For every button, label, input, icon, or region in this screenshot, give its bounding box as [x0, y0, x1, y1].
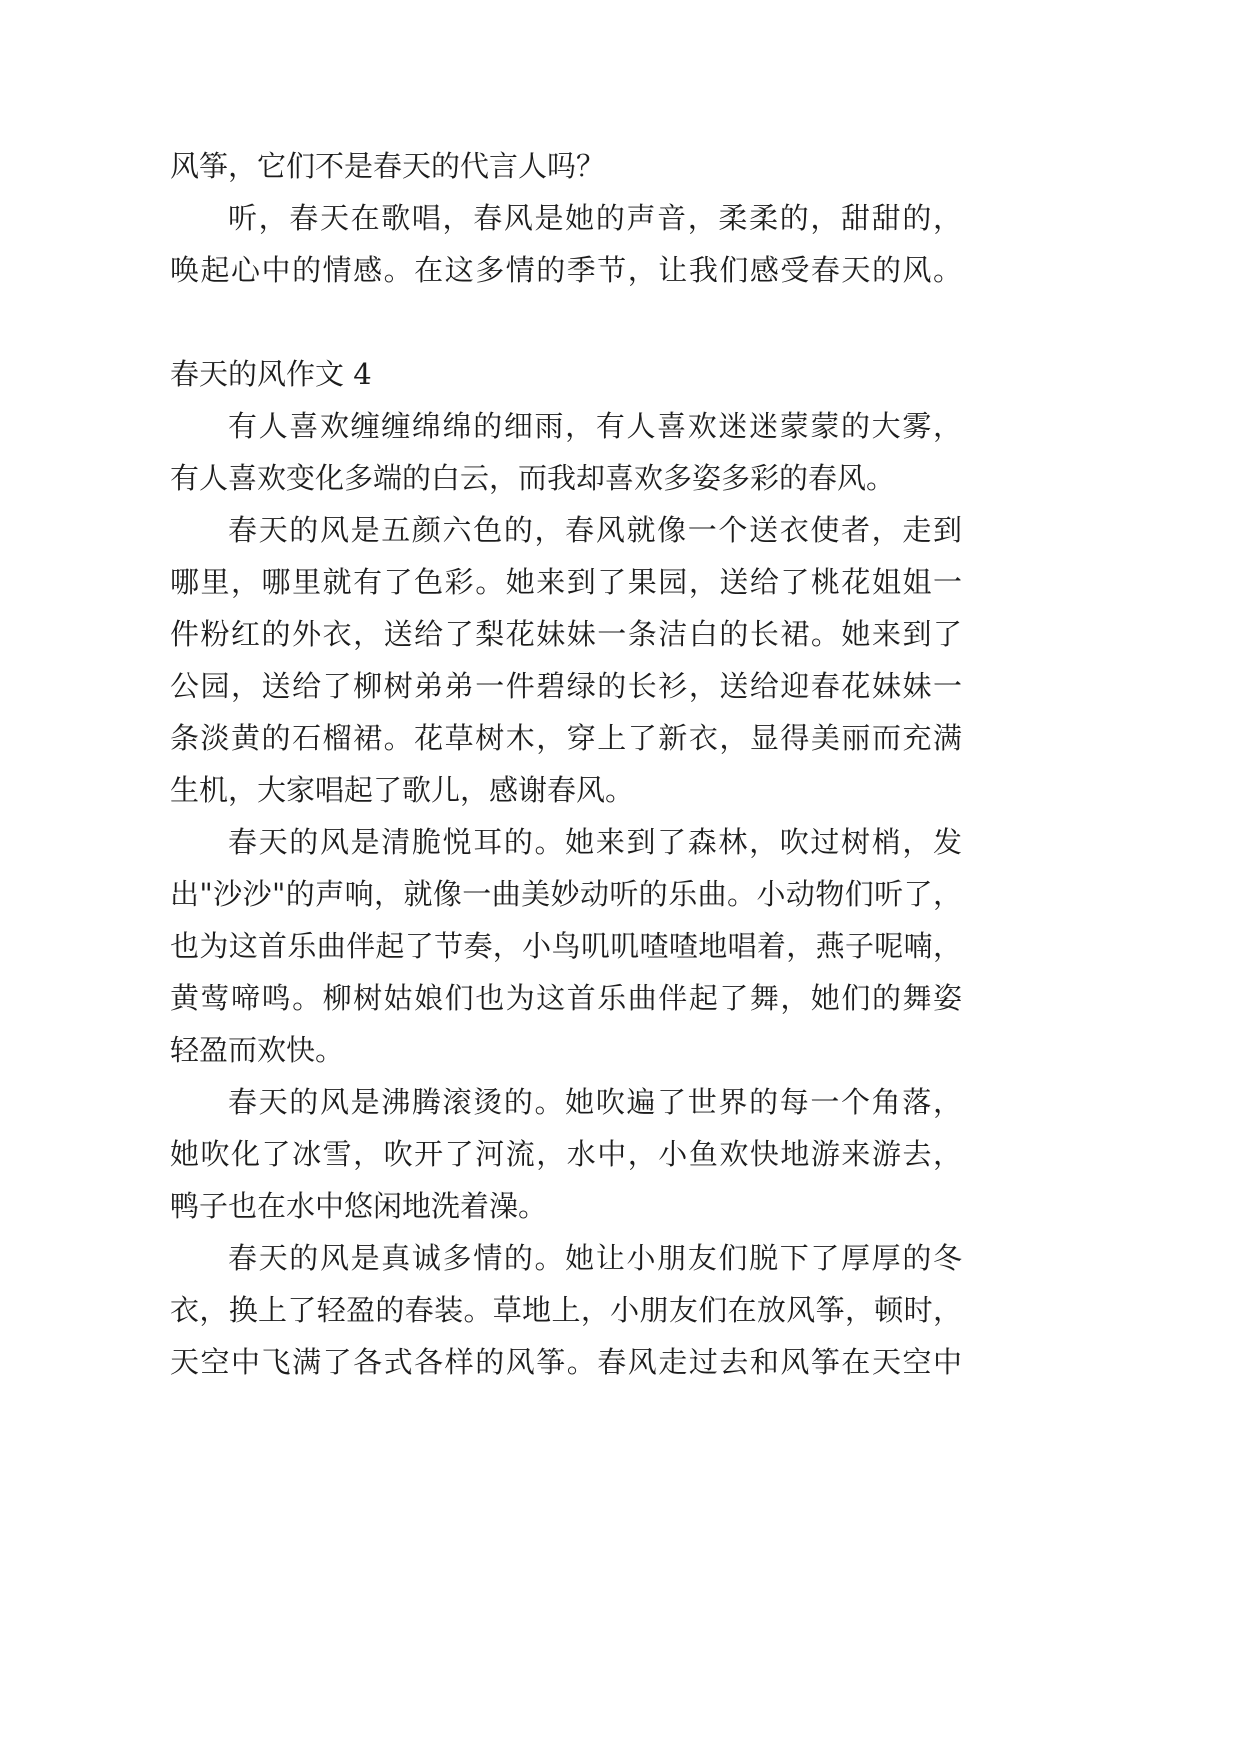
- text-line: 春天的风是五颜六色的，春风就像一个送衣使者，走到: [228, 513, 962, 547]
- paragraph: [170, 140, 962, 192]
- text-line: 轻盈而欢快。: [170, 1033, 345, 1067]
- text-line: 鸭子也在水中悠闲地洗着澡。: [170, 1189, 548, 1223]
- text-line: 春天的风是沸腾滚烫的。她吹遍了世界的每一个角落，: [228, 1085, 962, 1119]
- text-line: 春天的风是清脆悦耳的。她来到了森林，吹过树梢，发: [228, 825, 962, 859]
- paragraph: [170, 816, 962, 1076]
- text-line: 也为这首乐曲伴起了节奏，小鸟叽叽喳喳地唱着，燕子呢喃，: [170, 929, 962, 963]
- paragraph: [170, 504, 962, 816]
- text-line: 黄莺啼鸣。柳树姑娘们也为这首乐曲伴起了舞，她们的舞姿: [170, 981, 962, 1015]
- text-line: 天空中飞满了各式各样的风筝。春风走过去和风筝在天空中: [170, 1345, 962, 1379]
- text-line: 条淡黄的石榴裙。花草树木，穿上了新衣，显得美丽而充满: [170, 721, 962, 755]
- paragraph: [170, 1232, 962, 1388]
- text-line: 生机，大家唱起了歌儿，感谢春风。: [170, 773, 635, 807]
- text-line: 件粉红的外衣，送给了梨花妹妹一条洁白的长裙。她来到了: [170, 617, 962, 651]
- paragraph: [170, 192, 962, 296]
- text-line: 衣，换上了轻盈的春装。草地上，小朋友们在放风筝，顿时，: [170, 1293, 962, 1327]
- text-line: 哪里，哪里就有了色彩。她来到了果园，送给了桃花姐姐一: [170, 565, 962, 599]
- text-line: 出"沙沙"的声响，就像一曲美妙动听的乐曲。小动物们听了，: [170, 877, 962, 911]
- document-body: [170, 140, 962, 1388]
- text-line: 听，春天在歌唱，春风是她的声音，柔柔的，甜甜的，: [228, 201, 962, 235]
- paragraph: [170, 1076, 962, 1232]
- section-heading: 春天的风作文 4: [170, 357, 372, 391]
- paragraph: [170, 400, 962, 504]
- text-line: 唤起心中的情感。在这多情的季节，让我们感受春天的风。: [170, 253, 962, 287]
- blank-line: [170, 296, 962, 348]
- text-line: 风筝，它们不是春天的代言人吗？: [170, 149, 606, 183]
- text-line: 有人喜欢缠缠绵绵的细雨，有人喜欢迷迷蒙蒙的大雾，: [228, 409, 962, 443]
- text-line: 公园，送给了柳树弟弟一件碧绿的长衫，送给迎春花妹妹一: [170, 669, 962, 703]
- text-line: 春天的风是真诚多情的。她让小朋友们脱下了厚厚的冬: [228, 1241, 962, 1275]
- text-line: 她吹化了冰雪，吹开了河流，水中，小鱼欢快地游来游去，: [170, 1137, 962, 1171]
- text-line: 有人喜欢变化多端的白云，而我却喜欢多姿多彩的春风。: [170, 461, 896, 495]
